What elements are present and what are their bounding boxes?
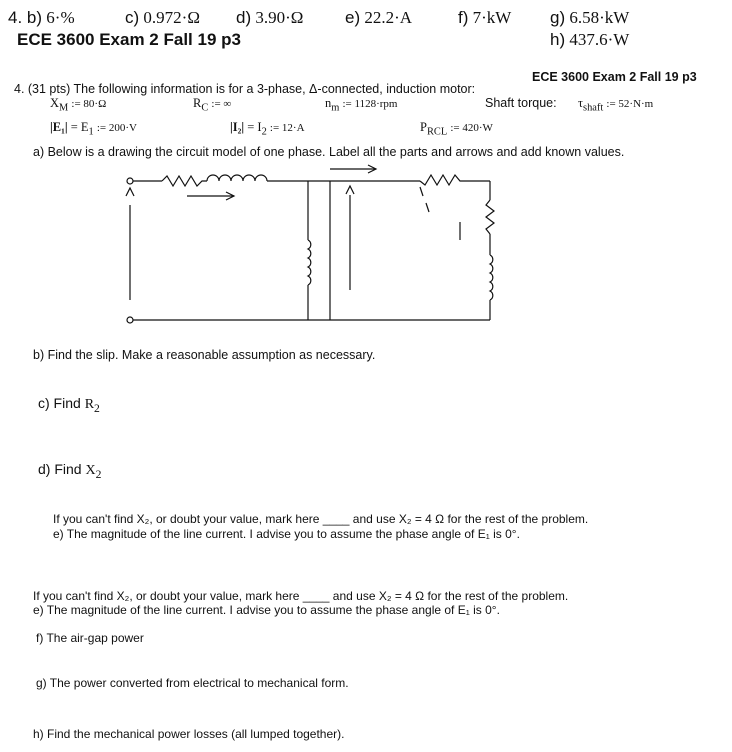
part-a-text: a) Below is a drawing the circuit model of one phase. Label all the parts and arrows and add known values. xyxy=(33,145,625,159)
mark-a xyxy=(420,187,423,196)
part-f-text: f) The air-gap power xyxy=(36,631,144,645)
note2-line1: If you can't find X₂, or doubt your value, mark here ____ and use X₂ = 4 Ω for the rest of the problem. xyxy=(33,589,569,603)
torque-label: Shaft torque: xyxy=(485,96,557,110)
note1-line1: If you can't find X₂, or doubt your value, mark here ____ and use X₂ = 4 Ω for the rest of the problem. xyxy=(53,512,589,526)
given-tau: $\tau_{shaft}$ := 52·N·m xyxy=(578,96,654,114)
resistor-r2 xyxy=(420,175,490,185)
part-g-text: g) The power converted from electrical to mechanical form. xyxy=(36,676,349,690)
mark-b xyxy=(426,203,429,212)
note2-line2: e) The magnitude of the line current. I advise you to assume the phase angle of E₁ is 0°. xyxy=(33,603,500,617)
terminal-top xyxy=(127,178,133,184)
answer-h: h) 437.6·W xyxy=(550,30,630,49)
corner-course-tag: ECE 3600 Exam 2 Fall 19 p3 xyxy=(532,70,697,84)
given-prcl: $P_{RCL}$ := 420·W xyxy=(420,120,493,138)
inductor-x2 xyxy=(490,255,493,300)
given-xm: $X_M$ := 80·Ω xyxy=(50,96,107,114)
given-nm: $n_m$ := 1128·rpm xyxy=(325,96,398,114)
answer-g: g) 6.58·kW xyxy=(550,8,630,27)
arrow-v1-head xyxy=(126,188,134,196)
arrow-e1-head xyxy=(346,186,354,194)
part-h-text: h) Find the mechanical power losses (all lumped together). xyxy=(33,727,345,741)
part-d: d) Find $X_2$ xyxy=(38,461,102,481)
terminal-bottom xyxy=(127,317,133,323)
problem-intro: 4. (31 pts) The following information is for a 3-phase, Δ-connected, induction motor: xyxy=(14,82,476,96)
part-b-text: b) Find the slip. Make a reasonable assumption as necessary. xyxy=(33,348,376,362)
resistor-r1 xyxy=(162,176,207,186)
answer-b: 4. b) 6·% xyxy=(8,8,75,27)
answer-f: f) 7·kW xyxy=(458,8,512,27)
part-c: c) Find $R_2$ xyxy=(38,395,100,415)
note1-line2: e) The magnitude of the line current. I advise you to assume the phase angle of E₁ is 0°. xyxy=(53,527,520,541)
resistor-rl xyxy=(486,200,494,234)
answer-d: d) 3.90·Ω xyxy=(236,8,304,27)
inductor-x1 xyxy=(207,175,267,181)
given-i2: $|I_2| = I_2$ := 12·A xyxy=(230,120,305,138)
course-header: ECE 3600 Exam 2 Fall 19 p3 xyxy=(17,30,241,49)
answer-e: e) 22.2·A xyxy=(345,8,413,27)
inductor-xm xyxy=(308,240,311,285)
given-e1: $|E_1| = E_1$ := 200·V xyxy=(50,120,137,138)
answer-c: c) 0.972·Ω xyxy=(125,8,200,27)
given-rc: $R_C$ := ∞ xyxy=(193,96,232,114)
